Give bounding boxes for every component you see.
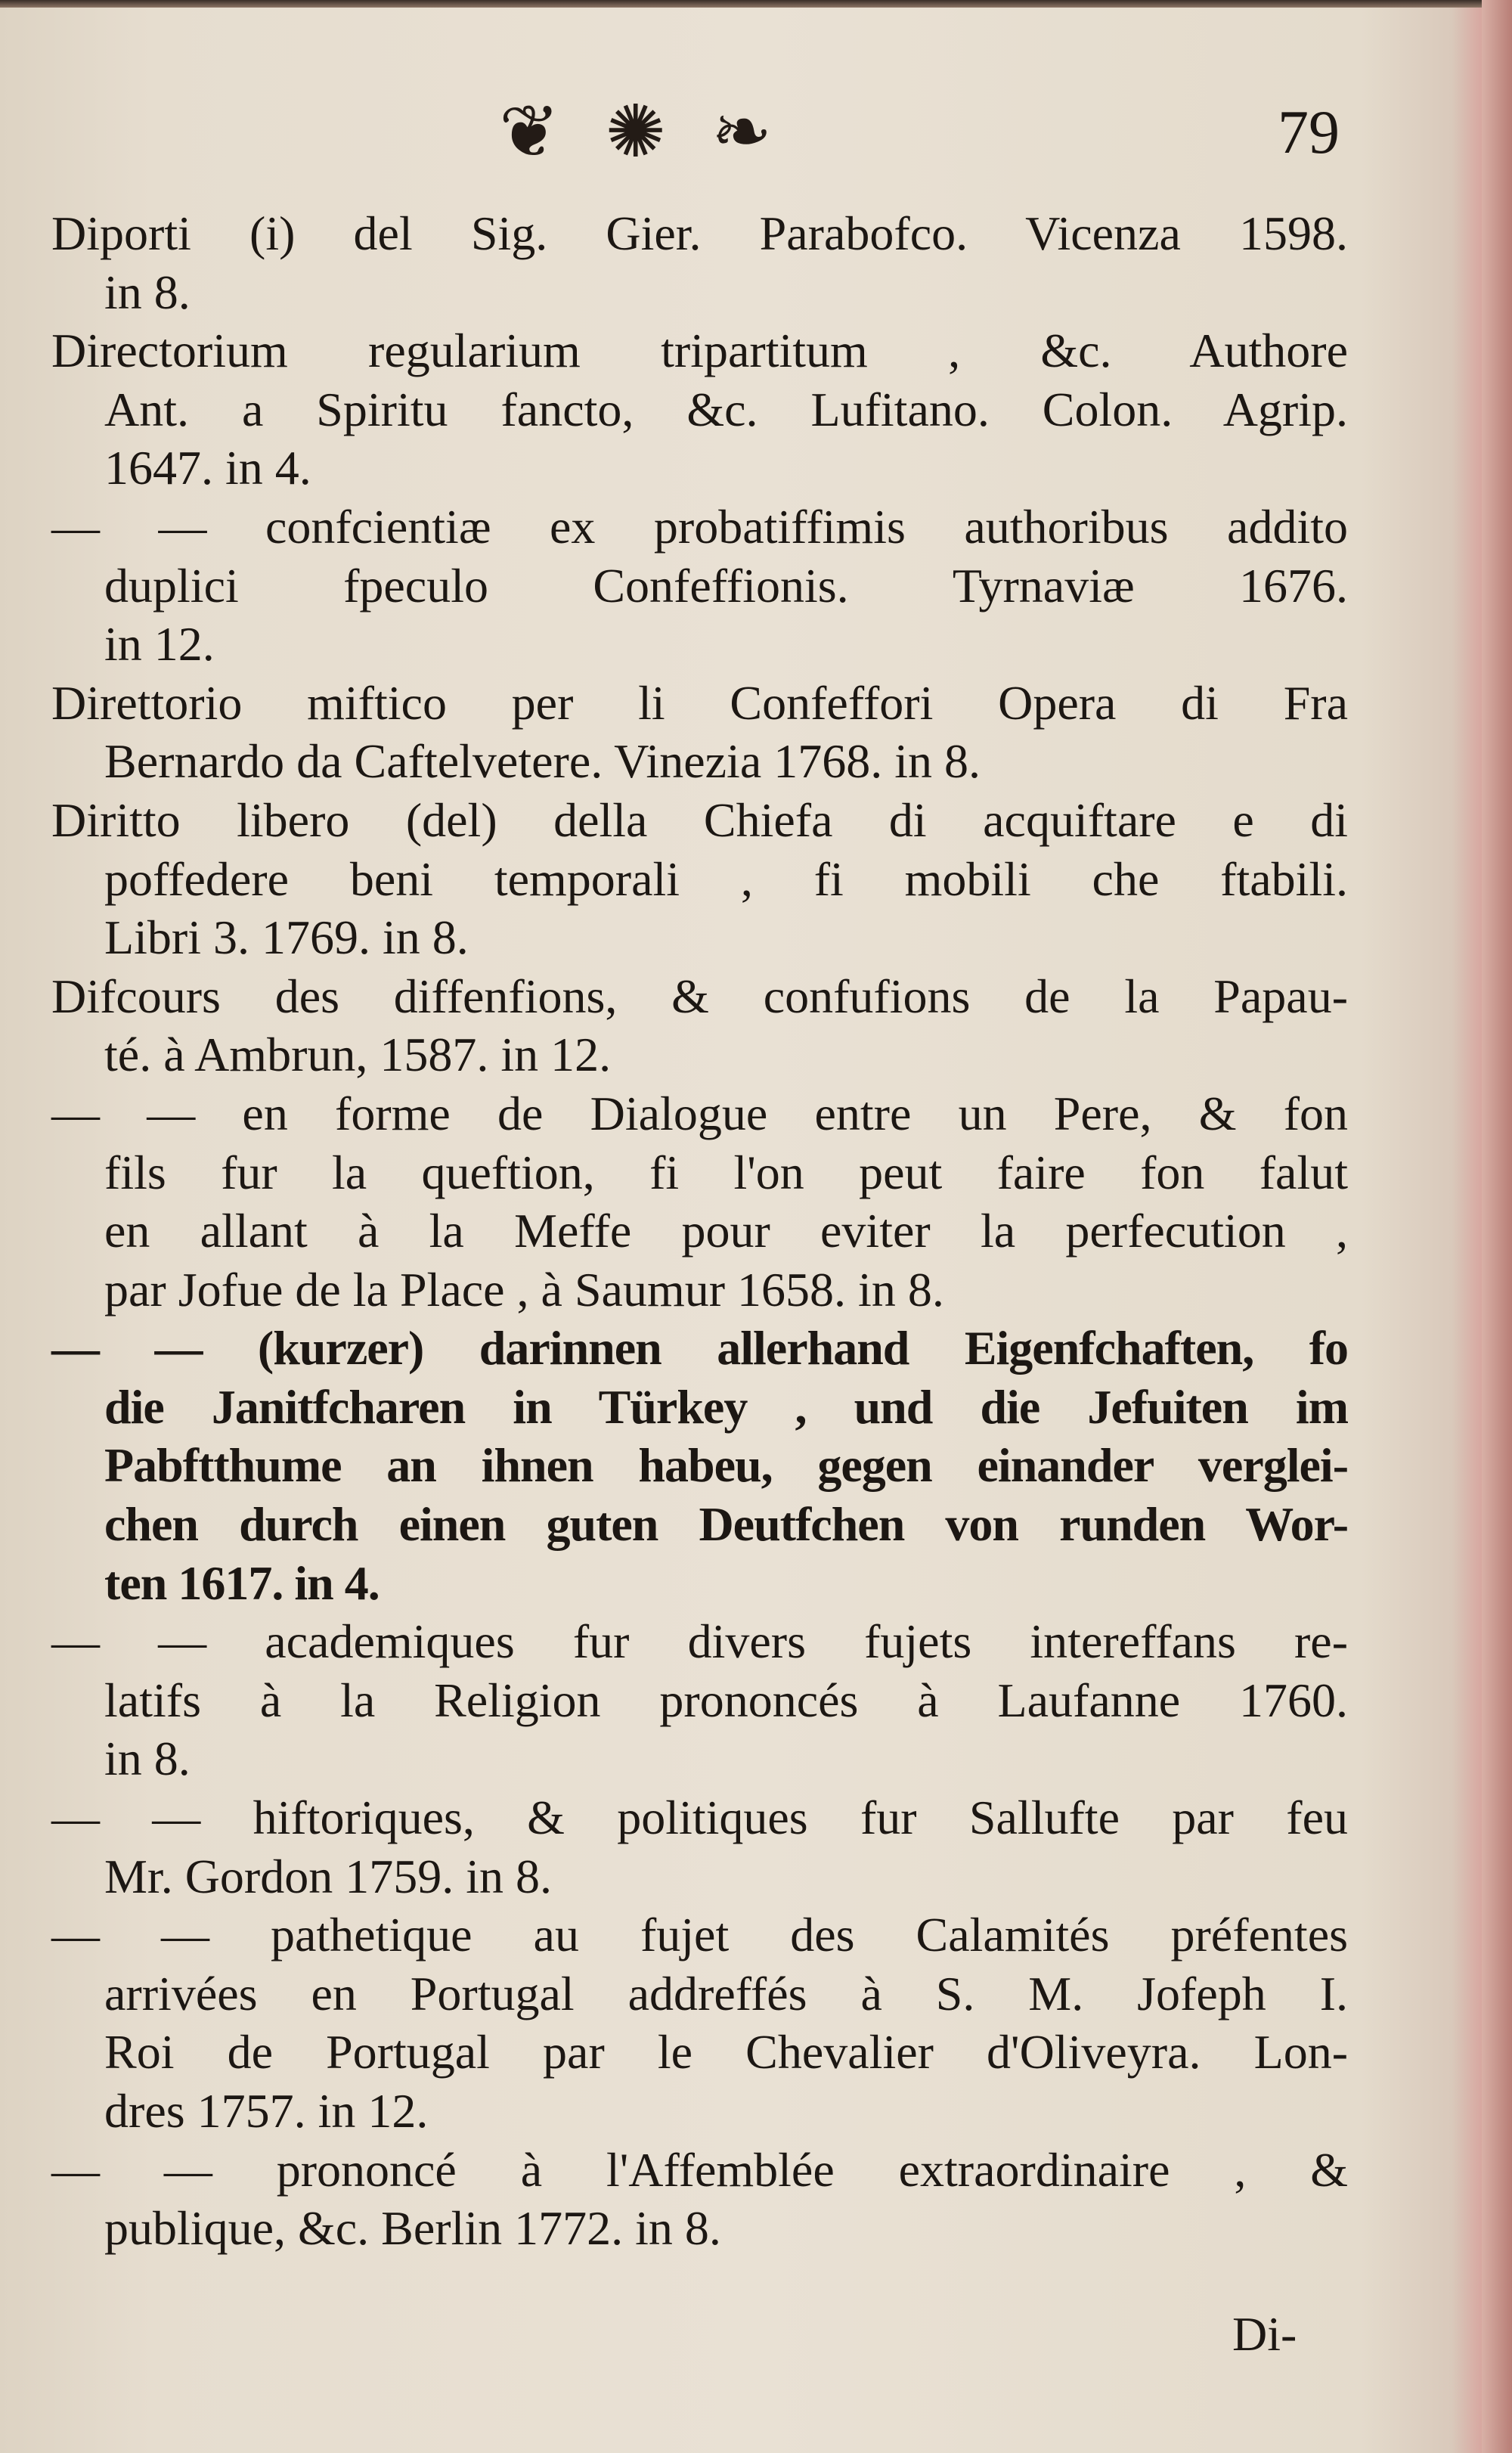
catalogue-entry: [51, 498, 1348, 674]
catalogue-entry: [51, 674, 1348, 791]
entry-line: 1647. in 4.: [104, 441, 311, 495]
entry-line: par Jofue de la Place , à Saumur 1658. in 8.: [104, 1262, 944, 1316]
entry-line: Roi de Portugal par le Chevalier d'Oliveyra. Lon-: [104, 2025, 1348, 2079]
entry-line: in 8.: [104, 1732, 191, 1786]
catalogue-entry: [51, 321, 1348, 498]
ornament-right-icon: ❧: [711, 91, 773, 172]
catalogue-entry: [51, 791, 1348, 967]
entry-line: — — confcientiæ ex probatiffimis authoribus addito: [51, 499, 1348, 554]
entry-line: — — pathetique au fujet des Calamités préfentes: [51, 1908, 1348, 1962]
entry-line: duplici fpeculo Confeffionis. Tyrnaviæ 1676.: [104, 558, 1348, 612]
catalogue-entry: [51, 2141, 1348, 2258]
ornament-center-icon: ✺: [605, 91, 666, 172]
entry-line: — — en forme de Dialogue entre un Pere, & fon: [51, 1086, 1348, 1140]
catalogue-entry: [51, 1084, 1348, 1319]
entry-line: arrivées en Portugal addreffés à S. M. Jofeph I.: [104, 1966, 1348, 2020]
catalogue-entry: [51, 1319, 1348, 1612]
entry-line: Directorium regularium tripartitum , &c. Authore: [51, 324, 1348, 378]
entry-line: té. à Ambrun, 1587. in 12.: [104, 1028, 612, 1082]
entry-line: Diritto libero (del) della Chiefa di acquiftare e di: [51, 792, 1348, 847]
entry-line: Diporti (i) del Sig. Gier. Parabofco. Vicenza 1598.: [51, 206, 1348, 260]
entry-line: Direttorio miftico per li Confeffori Opera di Fra: [51, 675, 1348, 730]
entry-line: ten 1617. in 4.: [104, 1555, 380, 1610]
catalogue-entry: [51, 204, 1348, 321]
entry-line: Bernardo da Caftelvetere. Vinezia 1768. in 8.: [104, 734, 981, 789]
entry-line: fils fur la queftion, fi l'on peut faire fon falut: [104, 1145, 1348, 1199]
entry-line: — — (kurzer) darinnen allerhand Eigenfchaften, fo: [51, 1321, 1348, 1375]
entry-line: Pabftthume an ihnen habeu, gegen einander verglei-: [104, 1438, 1348, 1493]
catalogue-entry: [51, 1906, 1348, 2140]
page-header: [0, 91, 1512, 174]
entry-line: Libri 3. 1769. in 8.: [104, 910, 469, 965]
entry-line: Ant. a Spiritu fancto, &c. Lufitano. Colon. Agrip.: [104, 382, 1348, 436]
page-top-edge: [0, 0, 1512, 8]
entry-line: — — prononcé à l'Affemblée extraordinaire , &: [51, 2142, 1348, 2197]
entry-line: poffedere beni temporali , fi mobili che ftabili.: [104, 851, 1348, 906]
entry-line: Difcours des diffenfions, & confufions de la Papau-: [51, 969, 1348, 1023]
catalogue-entry: [51, 1612, 1348, 1788]
header-ornaments: [499, 91, 892, 174]
catalogue-entry: [51, 967, 1348, 1084]
entry-line: dres 1757. in 12.: [104, 2084, 429, 2138]
entry-line: Mr. Gordon 1759. in 8.: [104, 1849, 552, 1903]
catalogue-entry: [51, 1788, 1348, 1906]
entry-line: chen durch einen guten Deutfchen von runden Wor-: [104, 1497, 1348, 1552]
entry-line: latifs à la Religion prononcés à Laufanne 1760.: [104, 1673, 1348, 1727]
entry-line: en allant à la Meffe pour eviter la perfecution ,: [104, 1204, 1348, 1258]
ornament-left-icon: ❦: [499, 91, 560, 172]
entry-line: die Janitfcharen in Türkey , und die Jefuiten im: [104, 1379, 1348, 1434]
catalogue-entries: [51, 204, 1348, 2258]
entry-line: — — hiftoriques, & politiques fur Sallufte par feu: [51, 1791, 1348, 1845]
entry-line: publique, &c. Berlin 1772. in 8.: [104, 2201, 721, 2256]
entry-line: — — academiques fur divers fujets intereffans re-: [51, 1614, 1348, 1669]
page-right-edge: [1482, 0, 1512, 2453]
entry-line: in 12.: [104, 617, 215, 671]
page-number: 79: [1278, 98, 1340, 166]
entry-line: in 8.: [104, 265, 191, 319]
catchword: Di-: [1232, 2307, 1297, 2361]
